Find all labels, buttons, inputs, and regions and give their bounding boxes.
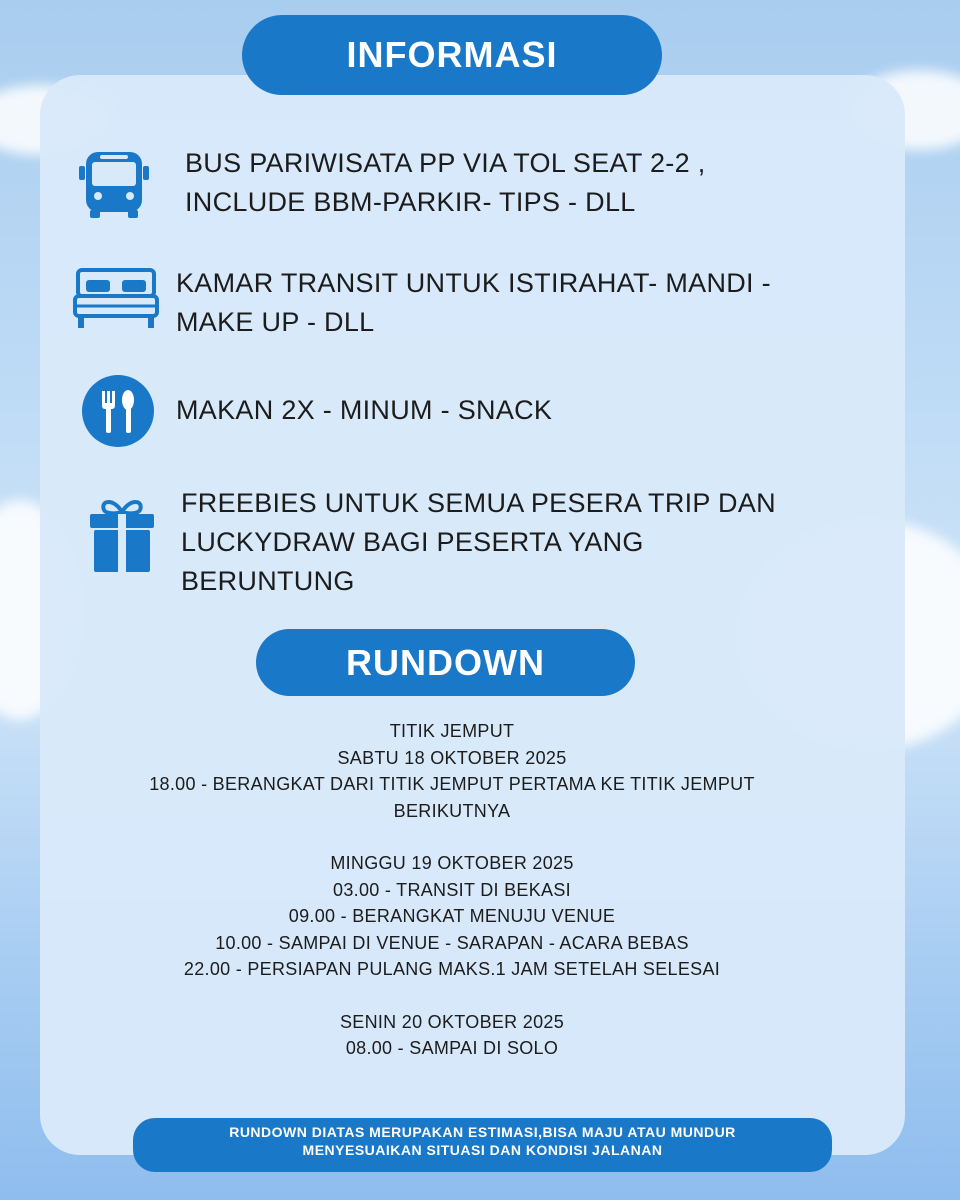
rundown-schedule: [100, 718, 804, 1062]
info-item-bed-line1: KAMAR TRANSIT UNTUK ISTIRAHAT- MANDI -: [176, 268, 771, 298]
rundown-day1-item-cont: BERIKUTNYA: [393, 800, 511, 821]
utensils-icon: [82, 375, 154, 447]
header-title: INFORMASI: [242, 15, 662, 95]
rundown-day2-item: 09.00 - BERANGKAT MENUJU VENUE: [288, 906, 616, 926]
info-item-bed-line2: MAKE UP - DLL: [176, 307, 375, 337]
rundown-pickup-label: TITIK JEMPUT: [389, 721, 515, 741]
bus-icon: [78, 150, 150, 220]
rundown-day1-date: SABTU 18 OKTOBER 2025: [337, 747, 567, 768]
info-item-food: [176, 391, 552, 430]
footer-note-line2: MENYESUAIKAN SITUASI DAN KONDISI JALANAN: [302, 1142, 663, 1158]
info-item-bed: [176, 264, 771, 342]
gift-icon: [88, 496, 156, 574]
bed-icon: [72, 268, 160, 330]
footer-note-line1: RUNDOWN DIATAS MERUPAKAN ESTIMASI,BISA MAJU ATAU MUNDUR: [229, 1124, 736, 1140]
info-item-bus-line2: INCLUDE BBM-PARKIR- TIPS - DLL: [185, 187, 636, 217]
info-item-gift-line2: LUCKYDRAW BAGI PESERTA YANG: [181, 527, 644, 557]
info-item-bus-line1: BUS PARIWISATA PP VIA TOL SEAT 2-2 ,: [185, 148, 706, 178]
info-item-food-line1: MAKAN 2X - MINUM - SNACK: [176, 395, 553, 425]
rundown-day1-item: 18.00 - BERANGKAT DARI TITIK JEMPUT PERTAMA KE TITIK JEMPUT: [149, 774, 755, 794]
info-item-gift-line1: FREEBIES UNTUK SEMUA PESERA TRIP DAN: [181, 488, 776, 518]
rundown-day2-date: MINGGU 19 OKTOBER 2025: [330, 853, 574, 873]
footer-note: [133, 1118, 832, 1172]
rundown-day2-item: 22.00 - PERSIAPAN PULANG MAKS.1 JAM SETELAH SELESAI: [183, 959, 721, 979]
rundown-day3-item: 08.00 - SAMPAI DI SOLO: [345, 1038, 559, 1058]
rundown-title: RUNDOWN: [256, 629, 635, 696]
rundown-day3-date: SENIN 20 OKTOBER 2025: [339, 1011, 565, 1032]
rundown-day2-item: 03.00 - TRANSIT DI BEKASI: [333, 879, 571, 900]
info-item-bus: [185, 144, 706, 222]
info-item-gift-line3: BERUNTUNG: [181, 566, 355, 596]
info-item-gift: [181, 484, 776, 601]
rundown-day2-item: 10.00 - SAMPAI DI VENUE - SARAPAN - ACARA BEBAS: [215, 932, 689, 953]
